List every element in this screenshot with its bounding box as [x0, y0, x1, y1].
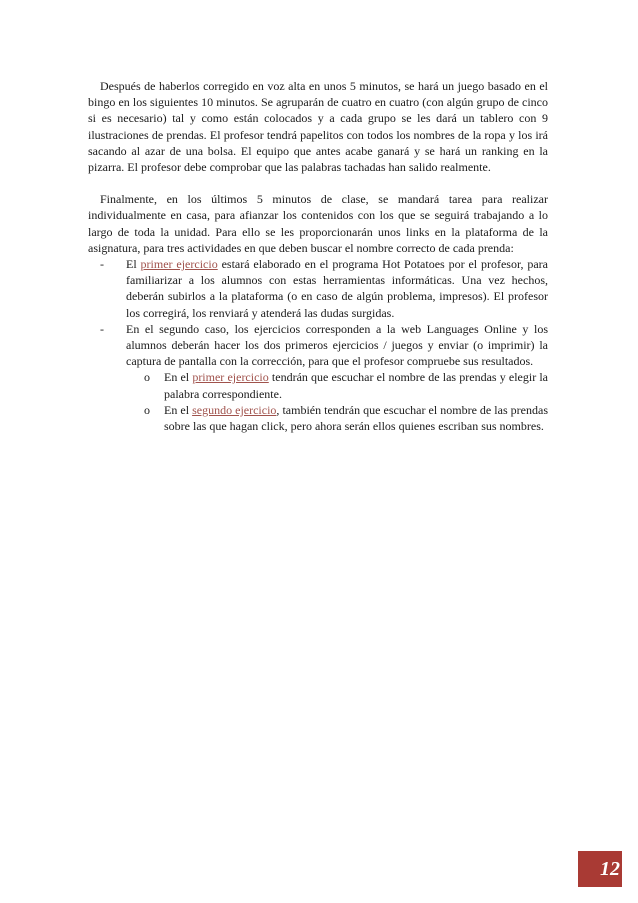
- sub-text-end: tendrán que escuchar el nombre de las prendas y elegir la palabra correspondiente.: [164, 370, 549, 401]
- exercise-list: [88, 256, 548, 434]
- paragraph-bingo: Después de haberlos corregido en voz alta en unos 5 minutos, se hará un juego basado en el bingo en los siguientes 10 minutos. Se agruparán de cuatro en cuatro (con algún grupo de cinco si es necesario) tal y como están colocados y a cada grupo se les dará un tablero con 9 ilustraciones de prendas. El profesor tendrá papelitos con todos los nombres de la ropa y los irá sacando al azar de una bolsa. El equipo que antes acabe ganará y se hará un ranking en la pizarra. El profesor debe comprobar que las palabras tachadas han salido realmente.: [88, 79, 548, 175]
- link-segundo-ejercicio[interactable]: segundo ejercicio: [192, 402, 277, 417]
- circle-bullet: o: [144, 402, 150, 417]
- link-primer-ejercicio-hot-potatoes[interactable]: primer ejercicio: [140, 257, 218, 272]
- sub-exercise-list: [126, 369, 548, 434]
- item-text-start: El: [126, 257, 141, 272]
- homework-section: [88, 191, 548, 434]
- sub-text-start: En el: [164, 402, 193, 417]
- sub-text-end: , también tendrán que escuchar el nombre de las prendas sobre las que hagan click, pero ahora serán ellos quienes escriban sus nombres.: [164, 402, 548, 434]
- dash-bullet: -: [100, 321, 104, 336]
- document-page: [88, 78, 548, 434]
- sub-item-primer-ejercicio: [126, 369, 548, 401]
- page-number: 12: [600, 858, 620, 880]
- sub-text-start: En el: [164, 370, 193, 385]
- paragraph-homework: Finalmente, en los últimos 5 minutos de clase, se mandará tarea para realizar individualmente en casa, para afianzar los contenidos con los que se seguirá trabajando a lo largo de toda la unidad. Para ello se les proporcionarán unos links en la plataforma de la asignatura, para tres actividades en que deben buscar el nombre correcto de cada prenda:: [88, 192, 548, 255]
- page-number-badge: [578, 851, 622, 887]
- dash-bullet: -: [100, 257, 104, 272]
- item-text-end: estará elaborado en el programa Hot Potatoes por el profesor, para familiarizar a los alumnos con estas herramientas informáticas. Una vez hechos, deberán subirlos a la plataforma (o en caso de algún problema, impresos). El profesor los corregirá, los renviará y atenderá las dudas surgidas.: [126, 257, 549, 320]
- list-item-languages-online: [88, 321, 548, 434]
- link-primer-ejercicio[interactable]: primer ejercicio: [192, 370, 269, 385]
- list-item-hot-potatoes: [88, 256, 548, 321]
- item-text: En el segundo caso, los ejercicios corresponden a la web Languages Online y los alumnos deberán hacer los dos primeros ejercicios / juegos y enviar (o imprimir) la captura de pantalla con la corrección, para que el profesor compruebe sus resultados.: [126, 321, 548, 369]
- sub-item-segundo-ejercicio: [126, 402, 548, 434]
- circle-bullet: o: [144, 370, 150, 385]
